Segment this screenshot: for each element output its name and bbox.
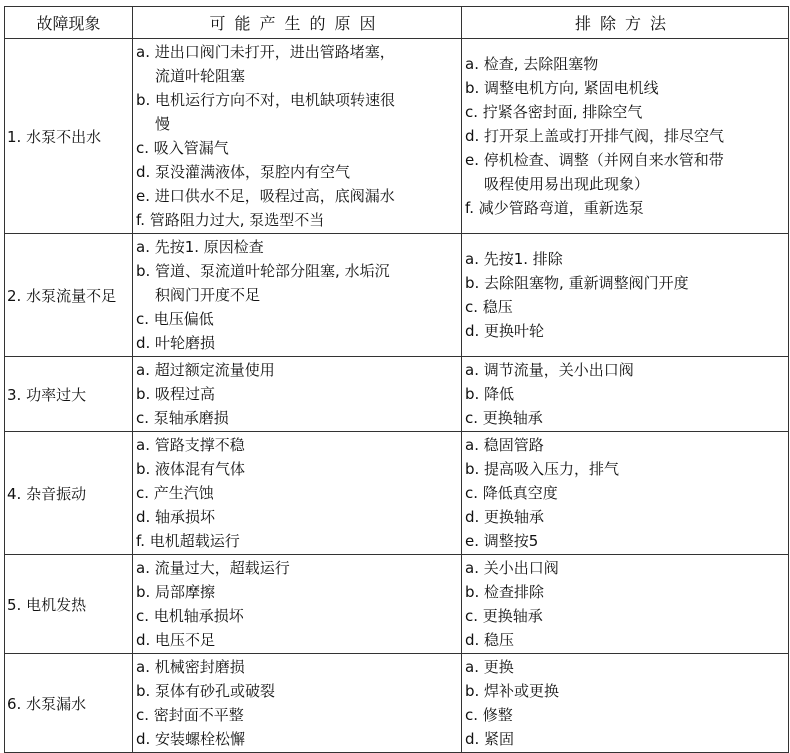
remedy-item: b. 提高吸入压力，排气	[465, 460, 620, 478]
cause-cell	[133, 39, 462, 234]
cause-cell	[133, 234, 462, 357]
remedy-item: a. 检查, 去除阻塞物	[465, 55, 599, 73]
remedy-item: a. 稳固管路	[465, 436, 544, 454]
remedy-item: c. 拧紧各密封面, 排除空气	[465, 103, 643, 121]
cause-item: 积阀门开度不足	[155, 286, 261, 304]
cause-cell	[133, 555, 462, 654]
cause-item: c. 产生汽蚀	[136, 484, 214, 502]
header-cause: 可能产生的原因	[133, 7, 462, 39]
cause-item: b. 电机运行方向不对，电机缺项转速很	[136, 91, 396, 109]
cause-item: c. 电机轴承损坏	[136, 607, 244, 625]
cause-item: a. 超过额定流量使用	[136, 361, 275, 379]
table-row	[5, 555, 789, 654]
cause-item: b. 吸程过高	[136, 385, 216, 403]
table-row	[5, 357, 789, 432]
fault-cell: 6. 水泵漏水	[5, 654, 133, 753]
remedy-item: e. 调整按5	[465, 532, 539, 550]
remedy-item: d. 稳压	[465, 631, 515, 649]
cause-item: b. 液体混有气体	[136, 460, 246, 478]
remedy-cell	[462, 555, 789, 654]
header-fault: 故障现象	[5, 7, 133, 39]
remedy-cell	[462, 39, 789, 234]
cause-item: 慢	[155, 115, 171, 133]
cause-item: d. 安装螺栓松懈	[136, 730, 246, 748]
remedy-item: d. 更换叶轮	[465, 322, 545, 340]
remedy-item: c. 修整	[465, 706, 513, 724]
cause-item: c. 密封面不平整	[136, 706, 244, 724]
cause-item: e. 进口供水不足，吸程过高，底阀漏水	[136, 187, 395, 205]
troubleshooting-table	[4, 6, 789, 753]
remedy-item: e. 停机检查、调整（并网自来水管和带	[465, 151, 724, 169]
cause-item: b. 管道、泵流道叶轮部分阻塞, 水垢沉	[136, 262, 390, 280]
cause-item: c. 吸入管漏气	[136, 139, 229, 157]
remedy-item: c. 更换轴承	[465, 409, 543, 427]
remedy-cell	[462, 432, 789, 555]
remedy-item: d. 打开泵上盖或打开排气阀，排尽空气	[465, 127, 725, 145]
cause-item: b. 局部摩擦	[136, 583, 216, 601]
fault-cell: 2. 水泵流量不足	[5, 234, 133, 357]
remedy-item: a. 更换	[465, 658, 514, 676]
header-row	[5, 7, 789, 39]
remedy-cell	[462, 654, 789, 753]
cause-cell	[133, 432, 462, 555]
cause-item: a. 进出口阀门未打开，进出管路堵塞，	[136, 43, 395, 61]
remedy-item: c. 稳压	[465, 298, 513, 316]
remedy-cell	[462, 357, 789, 432]
table-row	[5, 654, 789, 753]
remedy-item: b. 降低	[465, 385, 515, 403]
cause-item: b. 泵体有砂孔或破裂	[136, 682, 276, 700]
remedy-item: d. 紧固	[465, 730, 515, 748]
fault-cell: 5. 电机发热	[5, 555, 133, 654]
cause-item: f. 管路阻力过大, 泵选型不当	[136, 211, 325, 229]
cause-item: d. 轴承损坏	[136, 508, 216, 526]
cause-item: a. 先按1. 原因检查	[136, 238, 264, 256]
cause-item: c. 电压偏低	[136, 310, 214, 328]
remedy-item: b. 调整电机方向, 紧固电机线	[465, 79, 659, 97]
cause-item: d. 叶轮磨损	[136, 334, 216, 352]
cause-item: 流道叶轮阻塞	[155, 67, 246, 85]
fault-cell: 3. 功率过大	[5, 357, 133, 432]
remedy-item: c. 降低真空度	[465, 484, 558, 502]
table-row	[5, 39, 789, 234]
remedy-item: a. 调节流量，关小出口阀	[465, 361, 634, 379]
table-row	[5, 432, 789, 555]
header-remedy: 排除方法	[462, 7, 789, 39]
remedy-item: b. 检查排除	[465, 583, 545, 601]
cause-item: a. 管路支撑不稳	[136, 436, 245, 454]
remedy-item: f. 减少管路弯道，重新选泵	[465, 199, 644, 217]
cause-item: a. 机械密封磨损	[136, 658, 245, 676]
remedy-item: a. 先按1. 排除	[465, 250, 563, 268]
cause-item: c. 泵轴承磨损	[136, 409, 229, 427]
cause-cell	[133, 357, 462, 432]
cause-item: d. 电压不足	[136, 631, 216, 649]
cause-item: f. 电机超载运行	[136, 532, 240, 550]
cause-item: d. 泵没灌满液体，泵腔内有空气	[136, 163, 351, 181]
remedy-item: 吸程使用易出现此现象）	[484, 175, 650, 193]
remedy-item: a. 关小出口阀	[465, 559, 559, 577]
remedy-item: d. 更换轴承	[465, 508, 545, 526]
cause-item: a. 流量过大，超载运行	[136, 559, 290, 577]
remedy-item: c. 更换轴承	[465, 607, 543, 625]
remedy-item: b. 焊补或更换	[465, 682, 560, 700]
remedy-cell	[462, 234, 789, 357]
fault-cell: 1. 水泵不出水	[5, 39, 133, 234]
fault-cell: 4. 杂音振动	[5, 432, 133, 555]
cause-cell	[133, 654, 462, 753]
table-row	[5, 234, 789, 357]
remedy-item: b. 去除阻塞物, 重新调整阀门开度	[465, 274, 689, 292]
